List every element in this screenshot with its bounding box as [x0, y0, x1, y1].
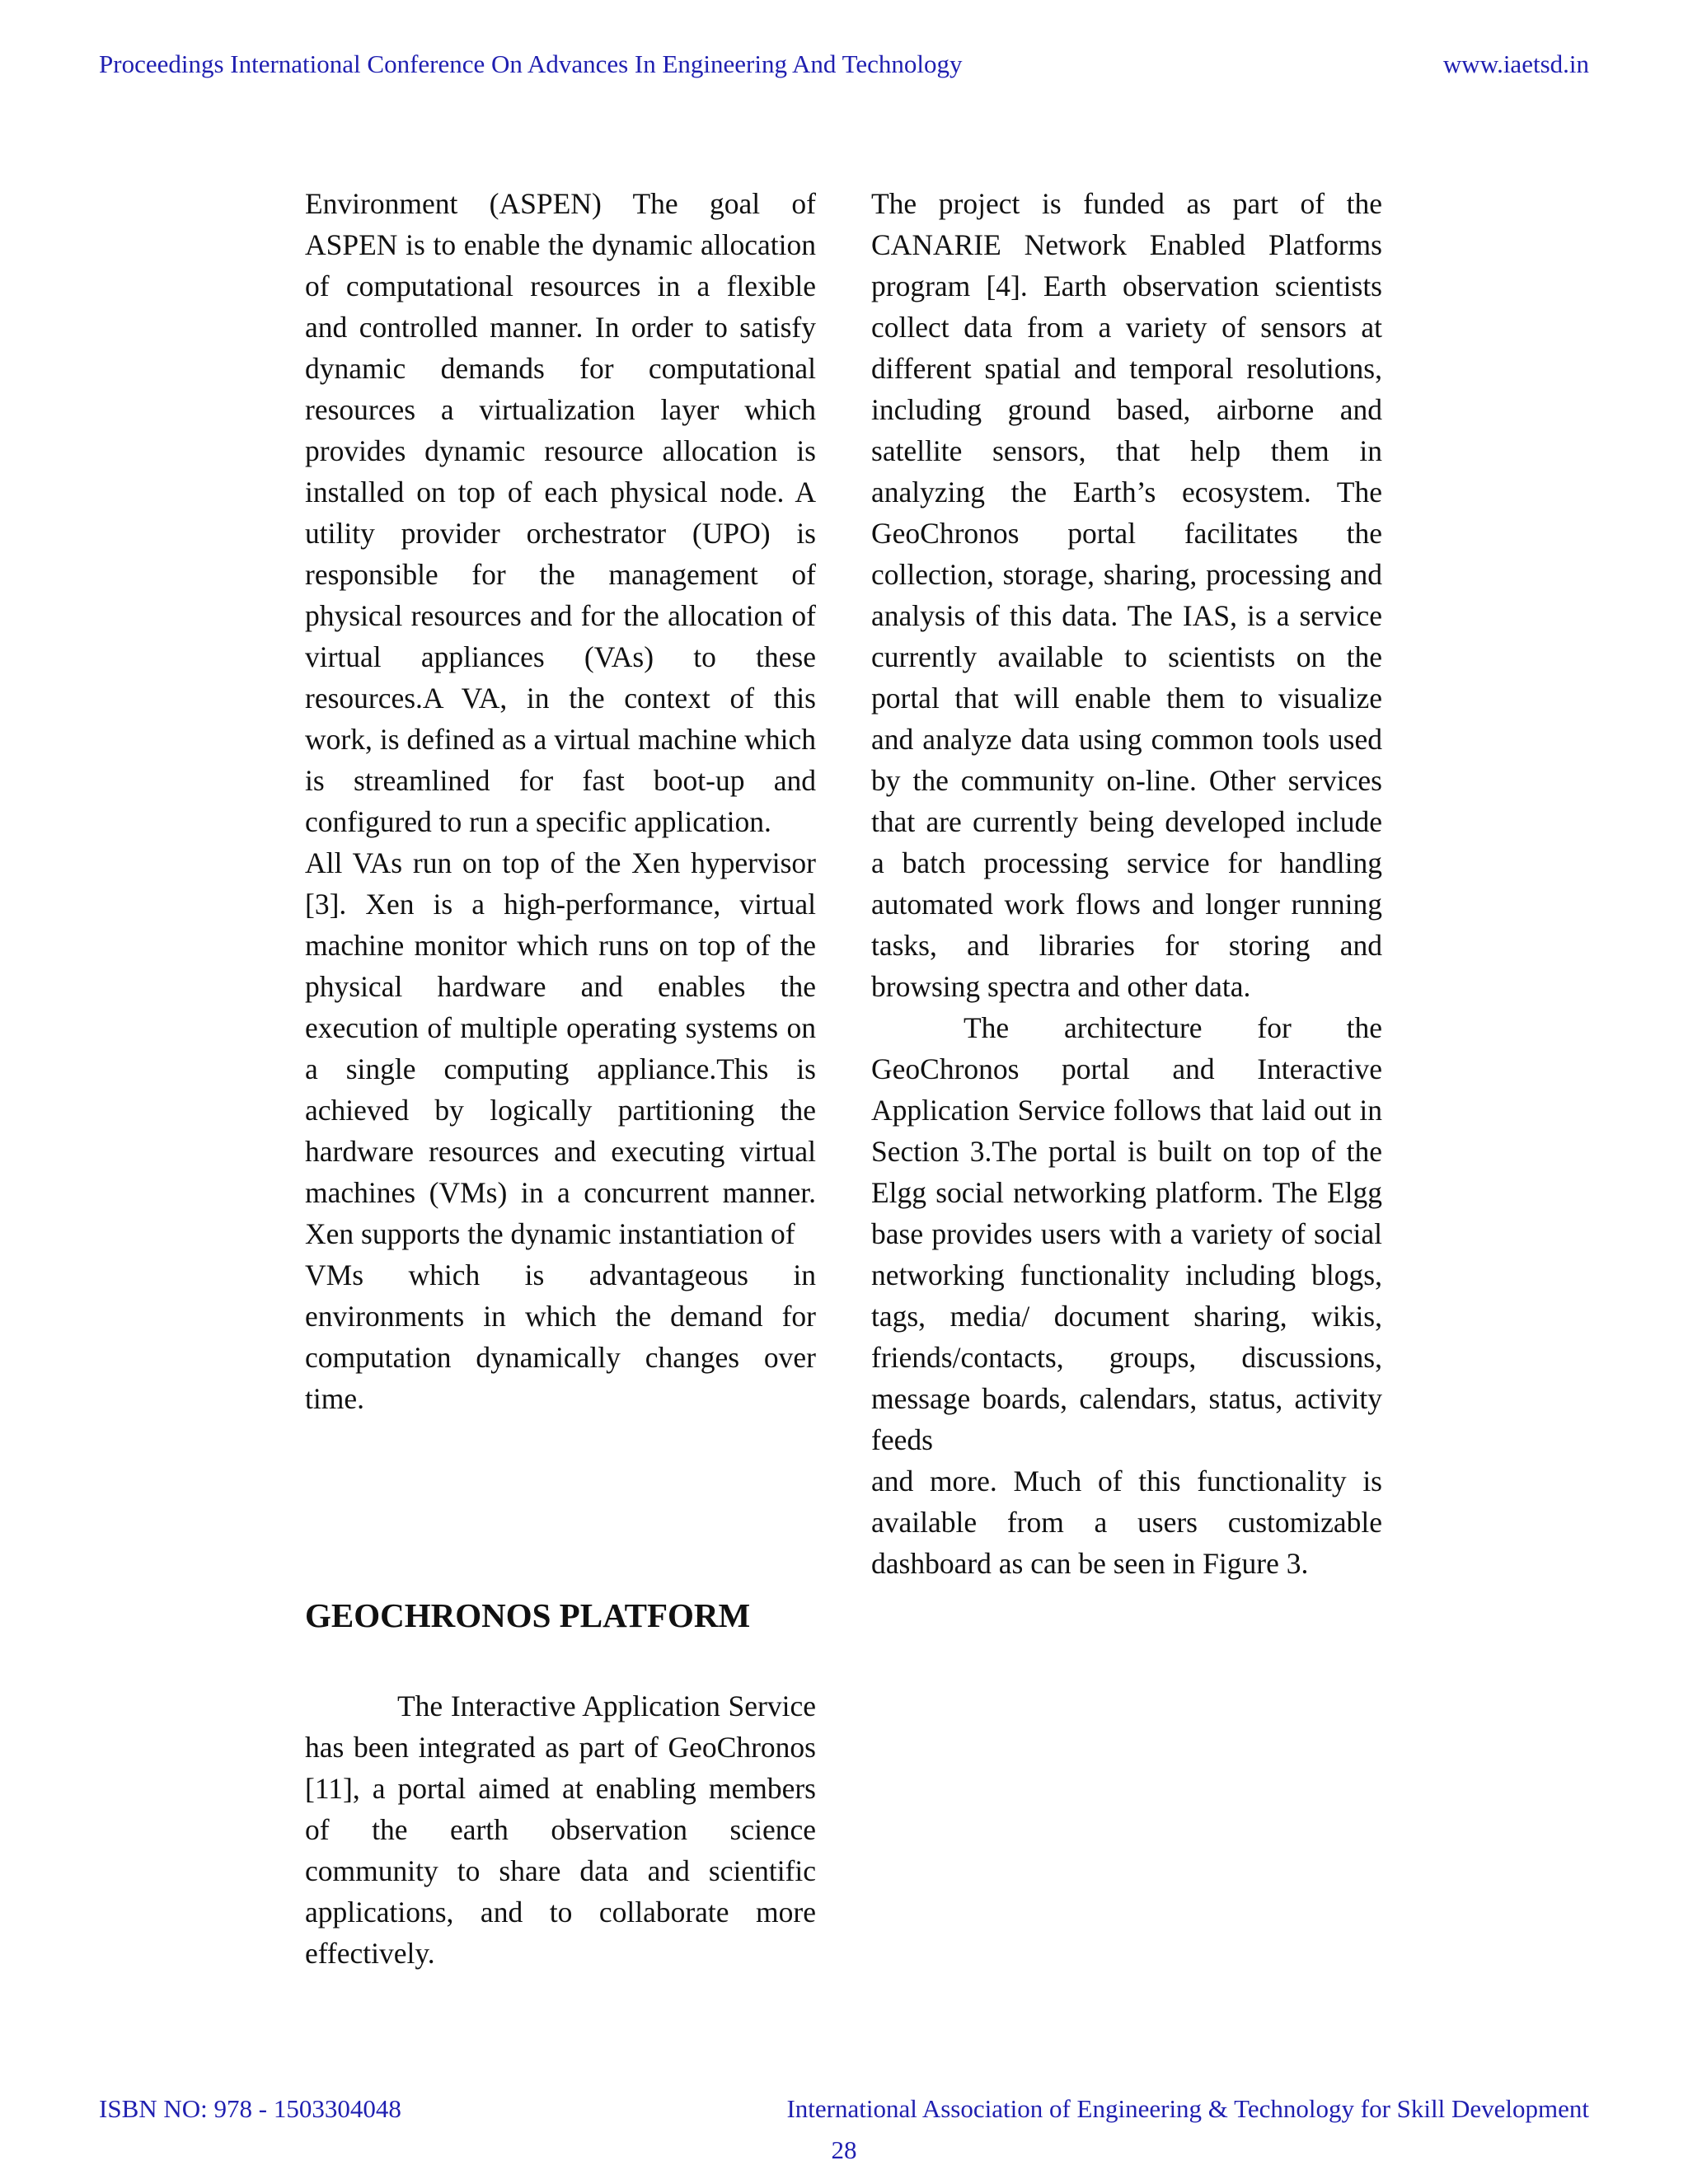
body-paragraph: VMs which is advantageous in environments in which the demand for computation dynamically changes over time. [305, 1258, 816, 1415]
left-column [305, 183, 816, 1419]
right-column [871, 183, 1382, 1584]
page-number: 28 [831, 2135, 857, 2164]
body-paragraph: All VAs run on top of the Xen hypervisor [3]. Xen is a high-performance, virtual machine monitor which runs on top of the physical hardware and enables the execution of multiple operating systems on a single computing appliance.This is achieved by logically partitioning the hardware resources and executing virtual machines (VMs) in a concurrent manner. Xen supports the dynamic instantiation of [305, 846, 816, 1250]
footer-organization: International Association of Engineering & Technology for Skill Development [786, 2094, 1589, 2123]
running-header-website: www.iaetsd.in [1442, 49, 1589, 78]
body-paragraph: The architecture for the GeoChronos portal and Interactive Application Service follows that laid out in Section 3.The portal is built on top of the Elgg social networking platform. The Elgg base provides users with a variety of social networking functionality including blogs, tags, media/ document sharing, wikis, friends/contacts, groups, discussions, message boards, calendars, status, activity feeds [871, 1011, 1382, 1456]
section-body [305, 1685, 816, 1974]
footer-isbn: ISBN NO: 978 - 1503304048 [99, 2094, 401, 2123]
body-paragraph: and more. Much of this functionality is available from a users customizable dashboard as can be seen in Figure 3. [871, 1465, 1382, 1580]
running-header-conference: Proceedings International Conference On Advances In Engineering And Technology [99, 49, 963, 78]
body-paragraph: The Interactive Application Service has been integrated as part of GeoChronos [11], a portal aimed at enabling members of the earth observation science community to share data and scientific applications, and to collaborate more effectively. [305, 1690, 816, 1970]
body-paragraph: The project is funded as part of the CANARIE Network Enabled Platforms program [4]. Earth observation scientists collect data from a variety of sensors at different spatial and temporal resolutions, including ground based, airborne and satellite sensors, that help them in analyzing the Earth’s ecosystem. The GeoChronos portal facilitates the collection, storage, sharing, processing and analysis of this data. The IAS, is a service currently available to scientists on the portal that will enable them to visualize and analyze data using common tools used by the community on-line. Other services that are currently being developed include a batch processing service for handling automated work flows and longer running tasks, and libraries for storing and browsing spectra and other data. [871, 187, 1382, 1003]
section-heading: GEOCHRONOS PLATFORM [305, 1596, 751, 1634]
body-paragraph: Environment (ASPEN) The goal of ASPEN is to enable the dynamic allocation of computational resources in a flexible and controlled manner. In order to satisfy dynamic demands for computational resources a virtualization layer which provides dynamic resource allocation is installed on top of each physical node. A utility provider orchestrator (UPO) is responsible for the management of physical resources and for the allocation of virtual appliances (VAs) to these resources.A VA, in the context of this work, is defined as a virtual machine which is streamlined for fast boot-up and configured to run a specific application. [305, 187, 816, 838]
